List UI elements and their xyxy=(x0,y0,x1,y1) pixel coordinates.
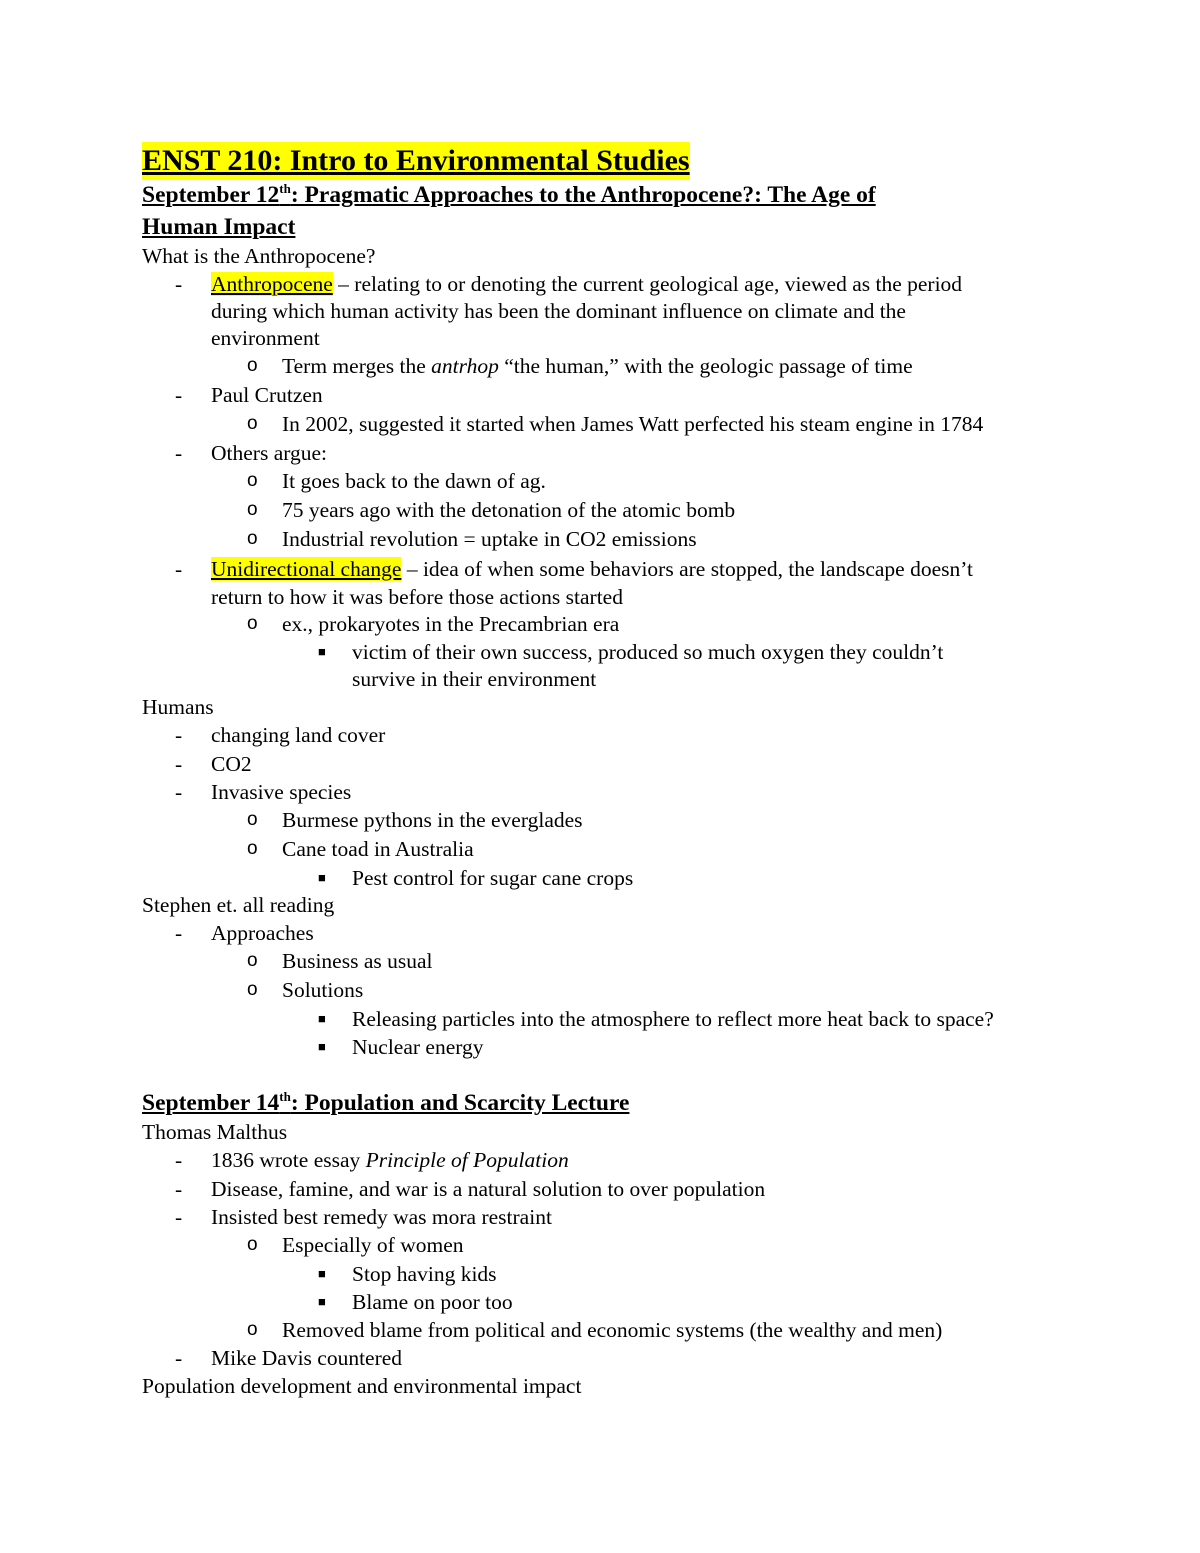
square-bullet: ■ xyxy=(318,1039,326,1054)
highlighted-term: Anthropocene xyxy=(211,272,333,296)
list-item: Blame on poor too xyxy=(352,1290,513,1314)
text-run: “the human,” with the geologic passage of time xyxy=(498,354,913,378)
circle-bullet: o xyxy=(247,809,258,830)
list-item: Disease, famine, and war is a natural solution to over population xyxy=(211,1177,766,1201)
list-item xyxy=(282,352,913,380)
circle-bullet: o xyxy=(247,979,258,1000)
definition-anthropocene xyxy=(211,270,962,298)
circle-bullet: o xyxy=(247,355,258,376)
definition-continued: environment xyxy=(211,326,320,350)
circle-bullet: o xyxy=(247,470,258,491)
list-item: Approaches xyxy=(211,921,314,945)
heading-text: : Pragmatic Approaches to the Anthropocene?: The Age of xyxy=(290,182,876,208)
list-item: Nuclear energy xyxy=(352,1035,484,1059)
square-bullet: ■ xyxy=(318,870,326,885)
list-item: Cane toad in Australia xyxy=(282,837,474,861)
list-item: Insisted best remedy was mora restraint xyxy=(211,1205,552,1229)
section-heading-sept-12-line2: Human Impact xyxy=(142,214,296,240)
list-item: victim of their own success, produced so much oxygen they couldn’t xyxy=(352,640,944,664)
definition-continued: during which human activity has been the dominant influence on climate and the xyxy=(211,299,906,323)
highlighted-term: Unidirectional change xyxy=(211,557,402,581)
topic-line: Humans xyxy=(142,695,214,719)
circle-bullet: o xyxy=(247,838,258,859)
circle-bullet: o xyxy=(247,613,258,634)
document-title: ENST 210: Intro to Environmental Studies xyxy=(142,142,690,180)
list-item-continued: survive in their environment xyxy=(352,667,597,691)
heading-superscript: th xyxy=(279,181,291,196)
list-item: changing land cover xyxy=(211,723,386,747)
italic-title: Principle of Population xyxy=(365,1148,569,1172)
circle-bullet: o xyxy=(247,528,258,549)
list-item: Solutions xyxy=(282,978,364,1002)
topic-line: Stephen et. all reading xyxy=(142,893,335,917)
list-item: Especially of women xyxy=(282,1233,464,1257)
circle-bullet: o xyxy=(247,1319,258,1340)
topic-line: Population development and environmental impact xyxy=(142,1374,582,1398)
question-line: What is the Anthropocene? xyxy=(142,244,376,268)
list-item: Others argue: xyxy=(211,441,328,465)
circle-bullet: o xyxy=(247,1234,258,1255)
list-item: In 2002, suggested it started when James Watt perfected his steam engine in 1784 xyxy=(282,412,984,436)
dash-bullet: - xyxy=(175,383,183,407)
definition-text: – relating to or denoting the current geological age, viewed as the period xyxy=(332,272,963,296)
dash-bullet: - xyxy=(175,1177,183,1201)
square-bullet: ■ xyxy=(318,1294,326,1309)
square-bullet: ■ xyxy=(318,644,326,659)
section-heading-sept-12 xyxy=(142,180,876,210)
heading-date: September 12 xyxy=(142,182,280,208)
square-bullet: ■ xyxy=(318,1266,326,1281)
list-item: Releasing particles into the atmosphere to reflect more heat back to space? xyxy=(352,1007,994,1031)
square-bullet: ■ xyxy=(318,1011,326,1026)
list-item: Industrial revolution = uptake in CO2 emissions xyxy=(282,527,697,551)
list-item: Invasive species xyxy=(211,780,352,804)
dash-bullet: - xyxy=(175,441,183,465)
list-item: Burmese pythons in the everglades xyxy=(282,808,583,832)
list-item: CO2 xyxy=(211,752,252,776)
dash-bullet: - xyxy=(175,1205,183,1229)
circle-bullet: o xyxy=(247,413,258,434)
italic-word: antrhop xyxy=(431,354,499,378)
text-run: 1836 wrote essay xyxy=(211,1148,366,1172)
dash-bullet: - xyxy=(175,752,183,776)
dash-bullet: - xyxy=(175,272,183,296)
list-item: Pest control for sugar cane crops xyxy=(352,866,634,890)
list-item: Paul Crutzen xyxy=(211,383,323,407)
list-item: 75 years ago with the detonation of the atomic bomb xyxy=(282,498,736,522)
list-item: Stop having kids xyxy=(352,1262,497,1286)
heading-date: September 14 xyxy=(142,1090,280,1116)
section-heading-sept-14 xyxy=(142,1088,629,1118)
heading-superscript: th xyxy=(279,1089,291,1104)
topic-line: Thomas Malthus xyxy=(142,1120,288,1144)
dash-bullet: - xyxy=(175,1148,183,1172)
circle-bullet: o xyxy=(247,499,258,520)
list-item xyxy=(211,1146,569,1174)
circle-bullet: o xyxy=(247,950,258,971)
dash-bullet: - xyxy=(175,1346,183,1370)
list-item: ex., prokaryotes in the Precambrian era xyxy=(282,612,620,636)
list-item: Removed blame from political and economic systems (the wealthy and men) xyxy=(282,1318,943,1342)
definition-text: – idea of when some behaviors are stopped, the landscape doesn’t xyxy=(401,557,974,581)
text-run: Term merges the xyxy=(282,354,432,378)
dash-bullet: - xyxy=(175,723,183,747)
dash-bullet: - xyxy=(175,921,183,945)
dash-bullet: - xyxy=(175,780,183,804)
definition-continued: return to how it was before those actions started xyxy=(211,585,623,609)
list-item: Mike Davis countered xyxy=(211,1346,403,1370)
heading-text: : Population and Scarcity Lecture xyxy=(290,1090,630,1116)
definition-unidirectional xyxy=(211,555,973,583)
dash-bullet: - xyxy=(175,557,183,581)
list-item: It goes back to the dawn of ag. xyxy=(282,469,546,493)
list-item: Business as usual xyxy=(282,949,433,973)
